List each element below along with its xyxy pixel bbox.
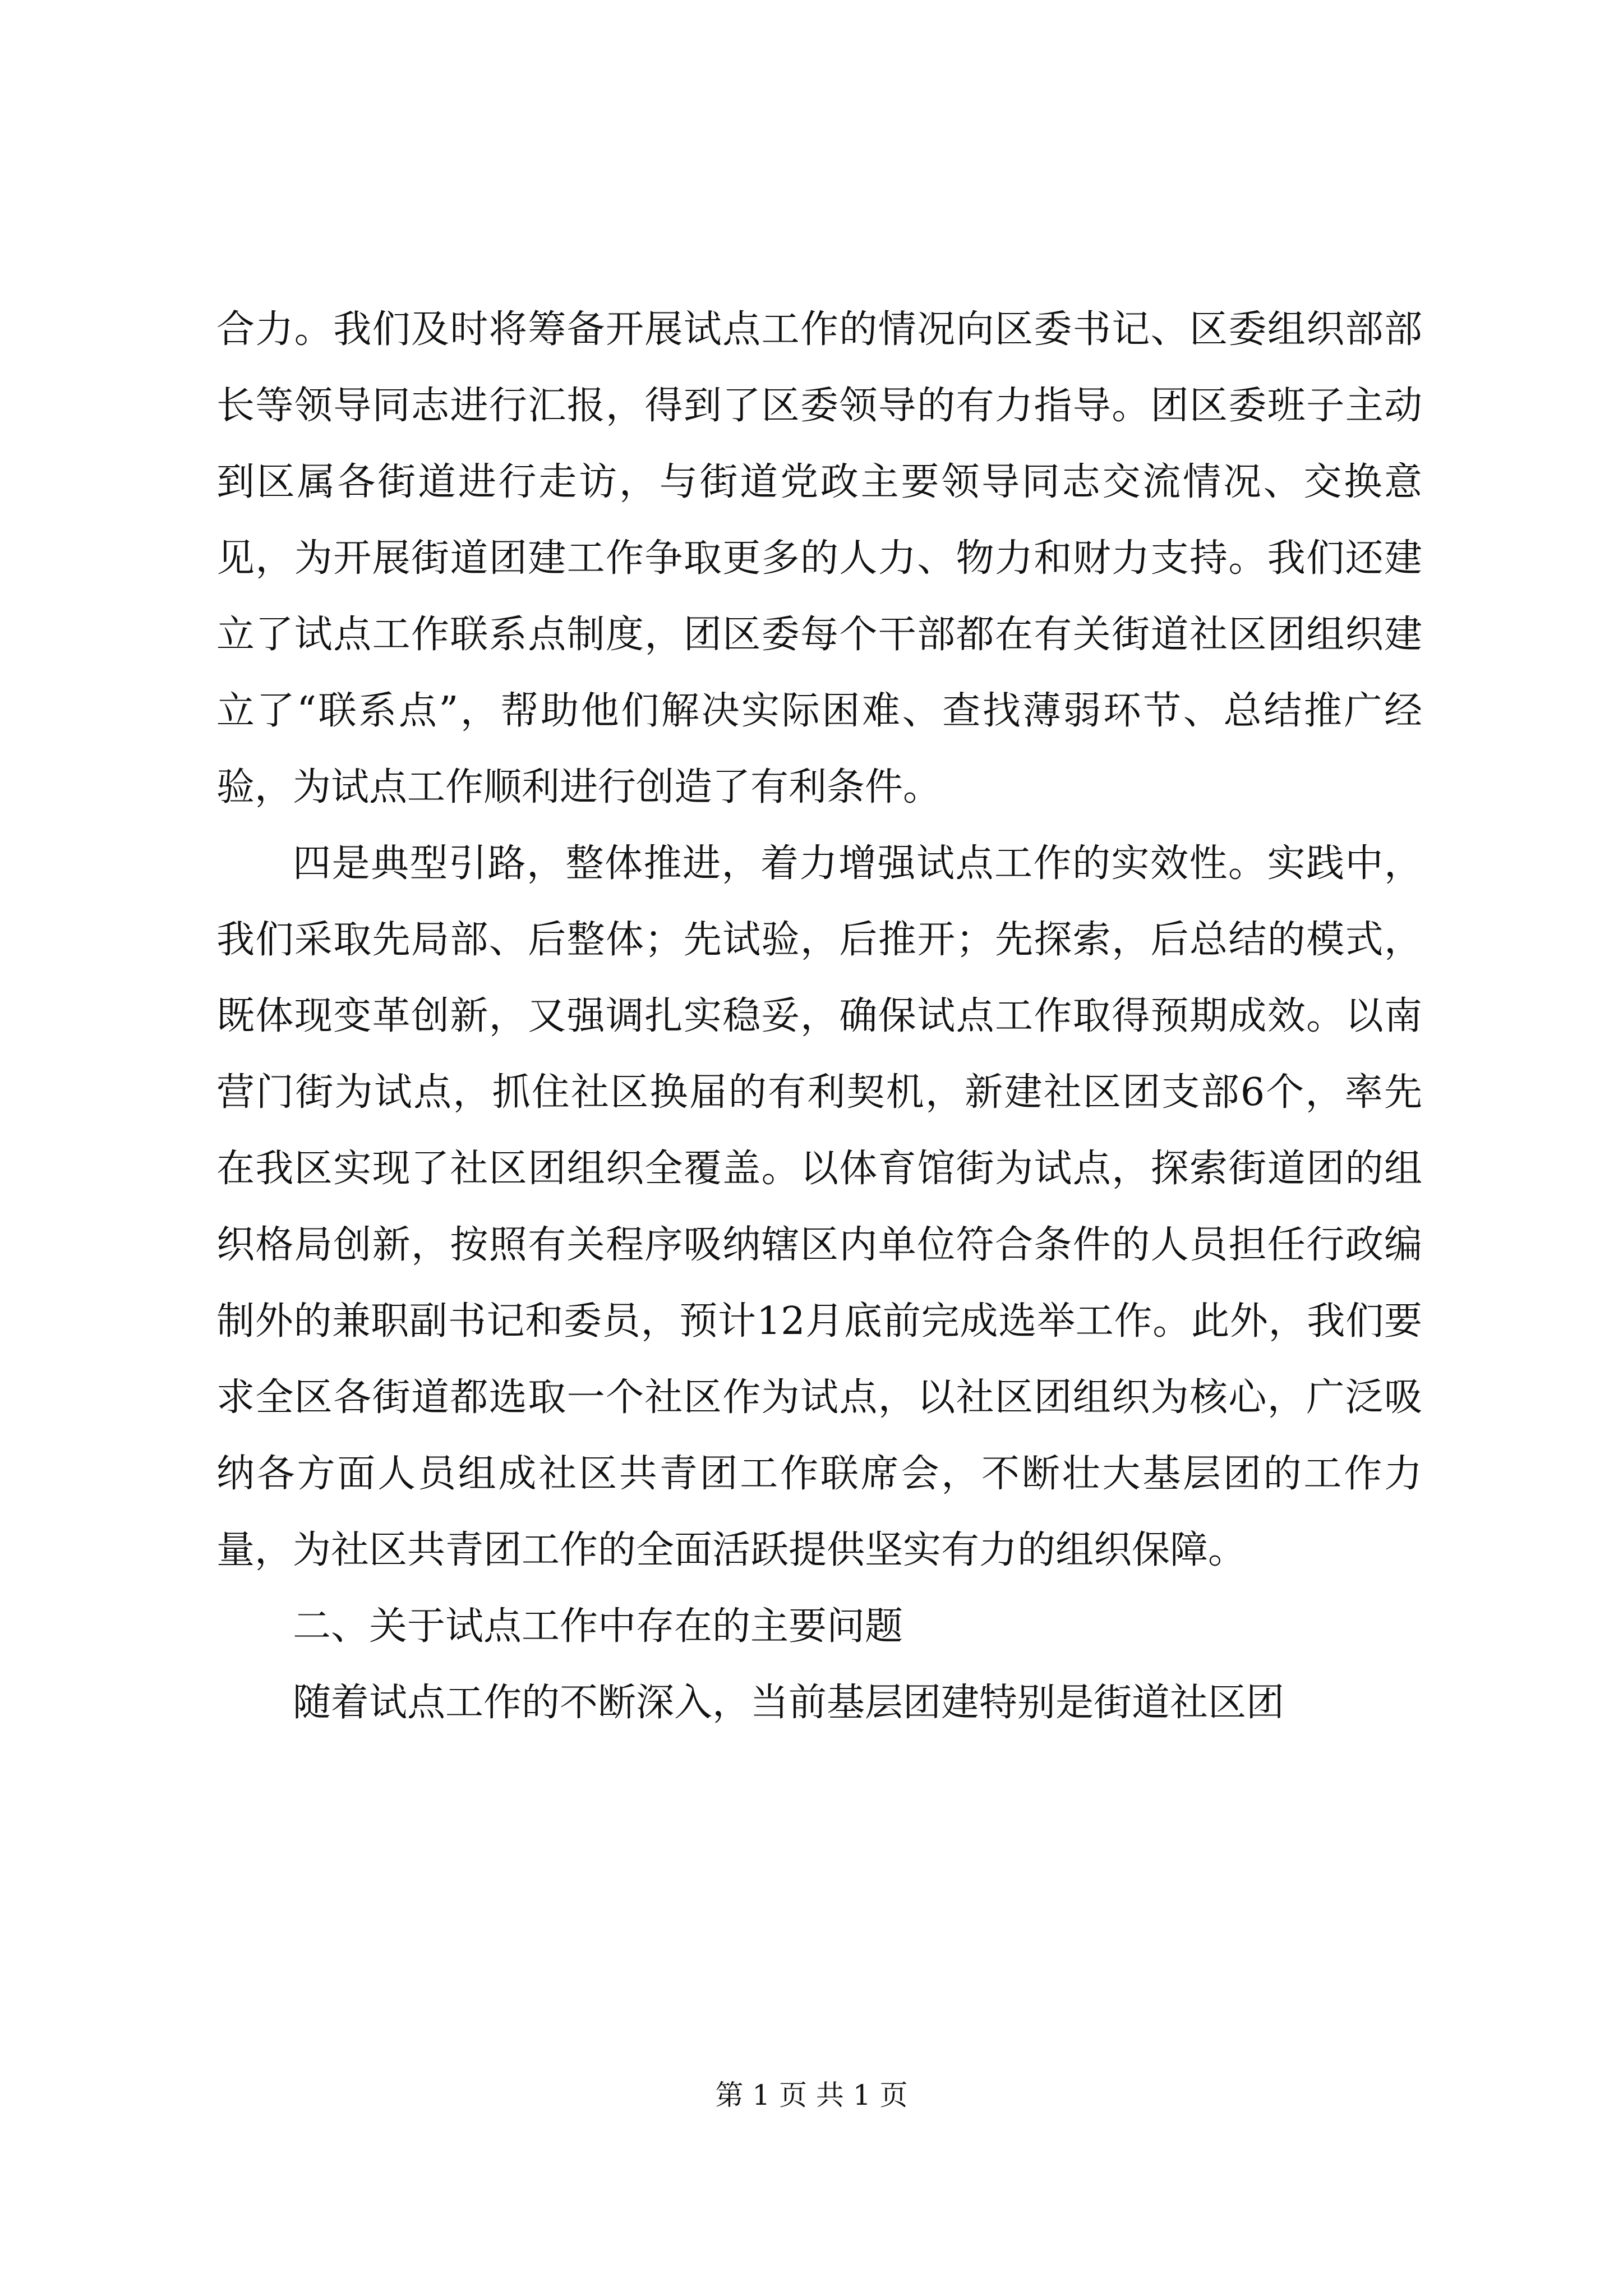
- section-heading: 二、关于试点工作中存在的主要问题: [293, 1604, 903, 1649]
- page-footer: 第 1 页 共 1 页: [715, 2079, 908, 2111]
- paragraph-point-four: 四是典型引路，整体推进，着力增强试点工作的实效性。实践中，我们采取先局部、后整体；先试验，后推开；先探索，后总结的模式，既体现变革创新，又强调扎实稳妥，确保试点工作取得预期成效。以南营门街为试点，抓住社区换届的有利契机，新建社区团支部6个，率先在我区实现了社区团组织全覆盖。以体育馆街为试点，探索街道团的组织格局创新，按照有关程序吸纳辖区内单位符合条件的人员担任行政编制外的兼职副书记和委员，预计12月底前完成选举工作。此外，我们要求全区各街道都选取一个社区作为试点，以社区团组织为核心，广泛吸纳各方面人员组成社区共青团工作联席会，不断壮大基层团的工作力量，为社区共青团工作的全面活跃提供坚实有力的组织保障。: [216, 841, 1422, 1572]
- paragraph-problems-intro: 随着试点工作的不断深入，当前基层团建特别是街道社区团: [293, 1681, 1285, 1725]
- paragraph-continuation: 合力。我们及时将筹备开展试点工作的情况向区委书记、区委组织部部长等领导同志进行汇报，得到了区委领导的有力指导。团区委班子主动到区属各街道进行走访，与街道党政主要领导同志交流情况、交换意见，为开展街道团建工作争取更多的人力、物力和财力支持。我们还建立了试点工作联系点制度，团区委每个干部都在有关街道社区团组织建立了“联系点”，帮助他们解决实际困难、查找薄弱环节、总结推广经验，为试点工作顺利进行创造了有利条件。: [216, 307, 1422, 809]
- document-body: [216, 292, 1422, 1741]
